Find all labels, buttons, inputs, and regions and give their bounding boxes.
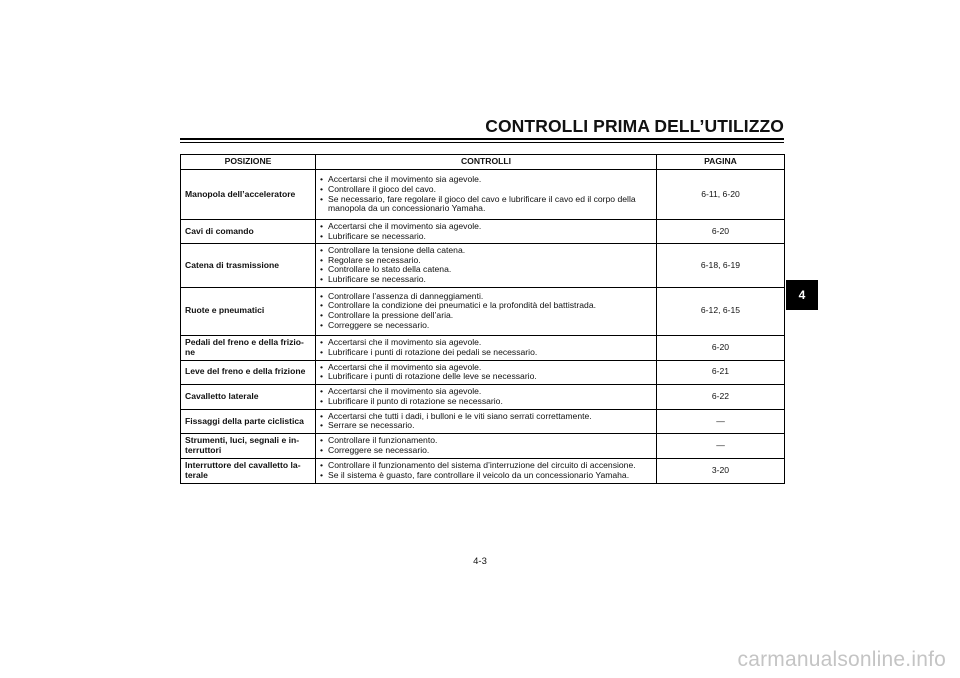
row-page: 6-21 <box>657 360 785 384</box>
check-item-text: Controllare la pressione dell’aria. <box>328 310 454 321</box>
table-row <box>181 384 785 409</box>
pre-operation-checks-table <box>180 154 785 484</box>
table-row <box>181 335 785 360</box>
check-item-text: Lubrificare se necessario. <box>328 230 426 241</box>
check-item-text: Controllare il gioco del cavo. <box>328 183 436 194</box>
check-list <box>320 387 652 406</box>
row-position: Interruttore del cavalletto la-terale <box>181 458 316 483</box>
check-list <box>320 363 652 382</box>
check-item-text: Controllare il funzionamento. <box>328 435 438 446</box>
table-row <box>181 360 785 384</box>
chapter-tab: 4 <box>786 280 818 310</box>
check-item <box>320 232 652 242</box>
check-item-text: Controllare il funzionamento del sistema d’interruzione del circuito di accensione. <box>328 460 636 471</box>
check-item-text: Correggere se necessario. <box>328 319 430 330</box>
table-row <box>181 433 785 458</box>
page-number: 4-3 <box>473 556 487 567</box>
check-list <box>320 338 652 357</box>
watermark: carmanualsonline.info <box>737 648 946 671</box>
check-item <box>320 321 652 331</box>
row-page: — <box>657 433 785 458</box>
row-page: 3-20 <box>657 458 785 483</box>
row-page: 6-12, 6-15 <box>657 287 785 335</box>
check-item-text: Lubrificare i punti di rotazione delle leve se necessario. <box>328 371 537 382</box>
table-row <box>181 458 785 483</box>
page-title: CONTROLLI PRIMA DELL’UTILIZZO <box>485 116 784 136</box>
table-row <box>181 170 785 220</box>
check-item-text: Accertarsi che il movimento sia agevole. <box>328 336 482 347</box>
row-checks <box>316 244 657 287</box>
row-position: Strumenti, luci, segnali e in-terruttori <box>181 433 316 458</box>
check-item-text: Lubrificare il punto di rotazione se necessario. <box>328 395 503 406</box>
row-checks <box>316 384 657 409</box>
check-item-text: Regolare se necessario. <box>328 254 421 265</box>
row-checks <box>316 458 657 483</box>
check-item <box>320 348 652 358</box>
check-item <box>320 195 652 214</box>
header-page: PAGINA <box>657 155 785 170</box>
check-item-text: Lubrificare se necessario. <box>328 273 426 284</box>
row-position: Ruote e pneumatici <box>181 287 316 335</box>
check-item-text: Accertarsi che il movimento sia agevole. <box>328 221 482 231</box>
check-list <box>320 461 652 480</box>
row-checks <box>316 170 657 220</box>
row-position: Cavi di comando <box>181 220 316 244</box>
table-row <box>181 287 785 335</box>
check-list <box>320 412 652 431</box>
table-row <box>181 244 785 287</box>
row-page: 6-11, 6-20 <box>657 170 785 220</box>
row-position: Manopola dell’acceleratore <box>181 170 316 220</box>
table-body <box>181 170 785 484</box>
check-item-text: Controllare la tensione della catena. <box>328 245 466 256</box>
header-position: POSIZIONE <box>181 155 316 170</box>
check-item-text: Se il sistema è guasto, fare controllare il veicolo da un concessionario Yamaha. <box>328 469 630 480</box>
row-position: Pedali del freno e della frizio-ne <box>181 335 316 360</box>
row-page: 6-20 <box>657 220 785 244</box>
row-checks <box>316 360 657 384</box>
check-item-text: Accertarsi che tutti i dadi, i bulloni e le viti siano serrati correttamente. <box>328 410 592 421</box>
check-item <box>320 446 652 456</box>
row-page: — <box>657 409 785 433</box>
table-row <box>181 220 785 244</box>
check-item-text: Accertarsi che il movimento sia agevole. <box>328 361 482 372</box>
check-list <box>320 436 652 455</box>
check-item-text: Accertarsi che il movimento sia agevole. <box>328 386 482 397</box>
row-position: Cavalletto laterale <box>181 384 316 409</box>
row-checks <box>316 433 657 458</box>
row-page: 6-20 <box>657 335 785 360</box>
check-item-text: Correggere se necessario. <box>328 444 430 455</box>
check-list <box>320 292 652 330</box>
check-item-text: Controllare la condizione dei pneumatici e la profondità del battistrada. <box>328 300 597 311</box>
row-checks <box>316 335 657 360</box>
check-item-text: Controllare lo stato della catena. <box>328 264 452 275</box>
check-list <box>320 222 652 241</box>
header-checks: CONTROLLI <box>316 155 657 170</box>
check-item-text: Serrare se necessario. <box>328 420 415 431</box>
check-item <box>320 471 652 481</box>
row-checks <box>316 220 657 244</box>
check-item <box>320 421 652 431</box>
check-item-text: Controllare l’assenza di danneggiamenti. <box>328 290 484 301</box>
check-item-text: Se necessario, fare regolare il gioco del cavo e lubrificare il cavo ed il corpo della manopola da un concessionario Yamaha. <box>328 193 636 214</box>
table-header-row <box>181 155 785 170</box>
table-row <box>181 409 785 433</box>
row-position: Catena di trasmissione <box>181 244 316 287</box>
check-item <box>320 372 652 382</box>
check-item <box>320 275 652 285</box>
row-page: 6-22 <box>657 384 785 409</box>
check-list <box>320 175 652 213</box>
check-item-text: Accertarsi che il movimento sia agevole. <box>328 174 482 185</box>
title-rule-thin <box>180 142 784 143</box>
check-list <box>320 246 652 284</box>
row-page: 6-18, 6-19 <box>657 244 785 287</box>
row-position: Fissaggi della parte ciclistica <box>181 409 316 433</box>
check-item <box>320 397 652 407</box>
title-rule-thick <box>180 138 784 140</box>
check-item-text: Lubrificare i punti di rotazione dei pedali se necessario. <box>328 346 538 357</box>
row-checks <box>316 409 657 433</box>
row-position: Leve del freno e della frizione <box>181 360 316 384</box>
row-checks <box>316 287 657 335</box>
